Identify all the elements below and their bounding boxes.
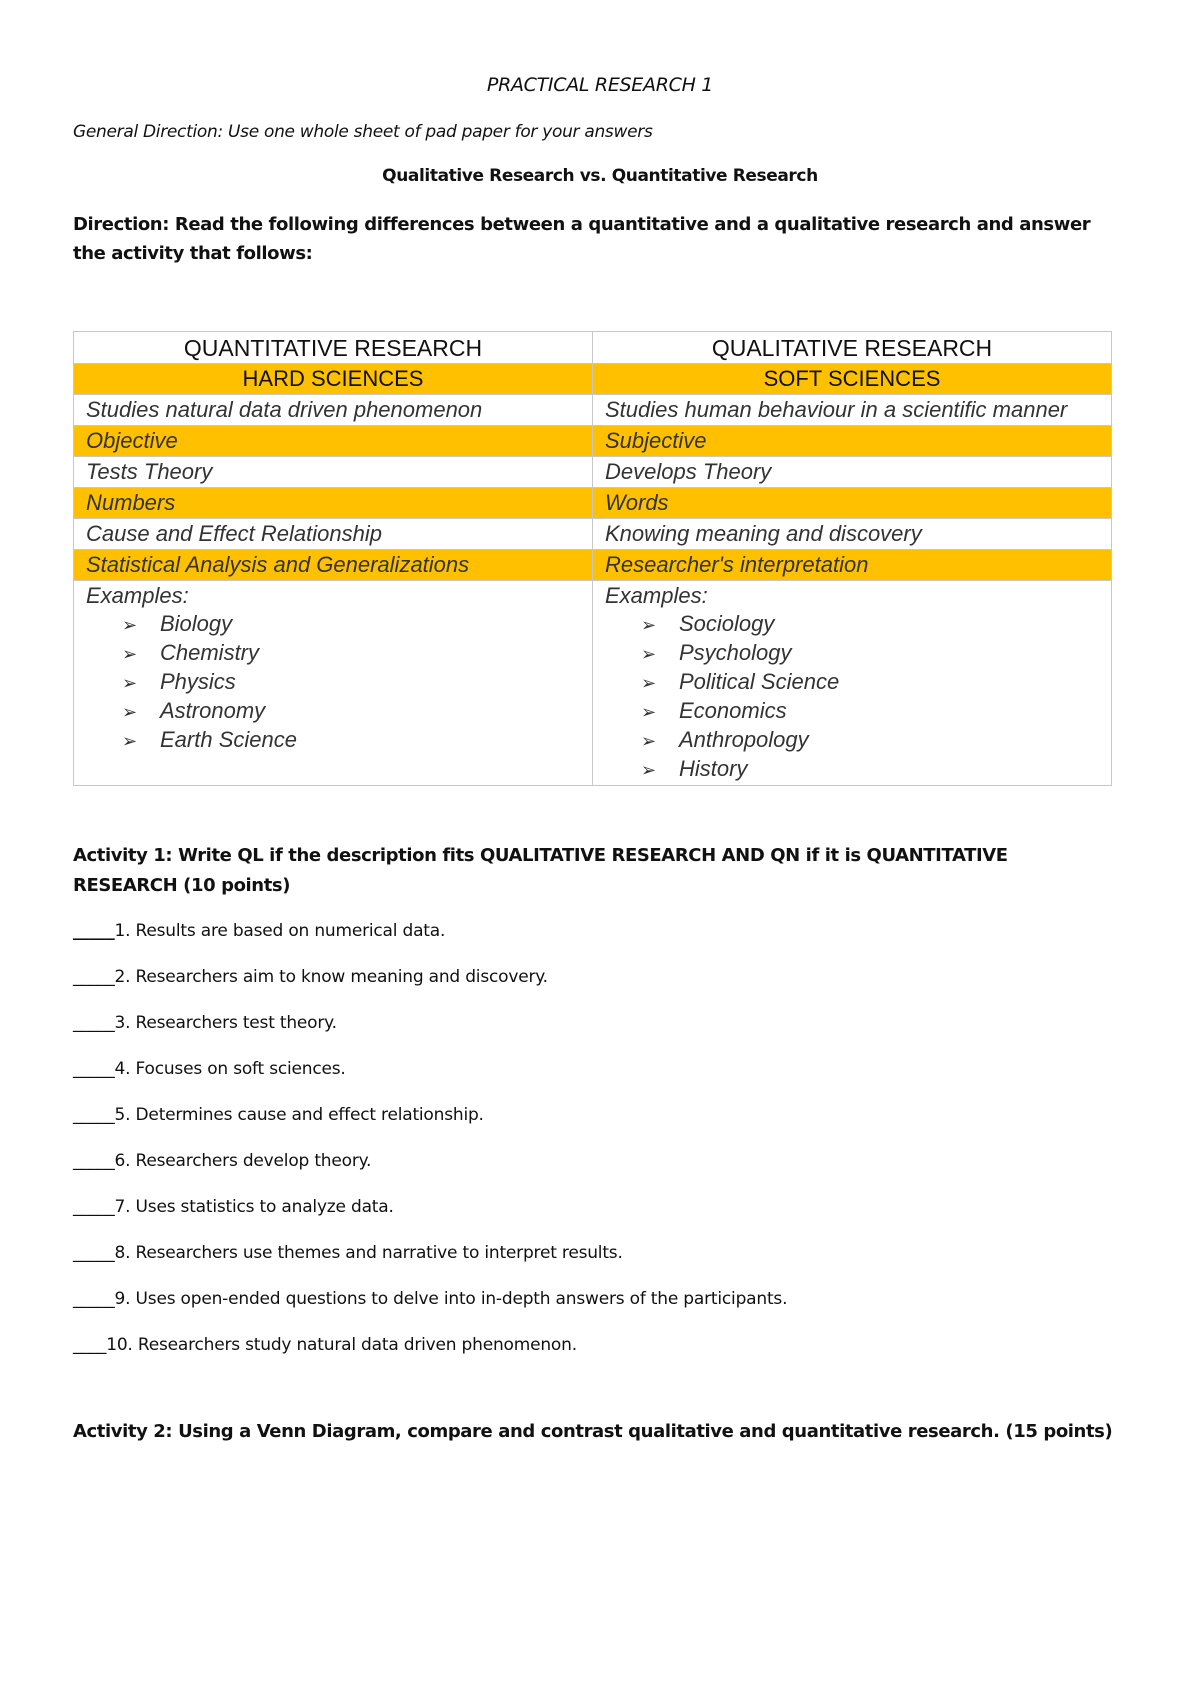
arrow-bullet-icon: ➢ — [641, 644, 657, 664]
activity2-heading: Activity 2: Using a Venn Diagram, compare and contrast qualitative and quantitative research. (15 points) — [73, 1421, 1113, 1442]
list-item — [641, 755, 1099, 784]
list-item — [641, 610, 1099, 639]
table-cell-right: Knowing meaning and discovery — [593, 519, 1112, 550]
list-item — [122, 639, 580, 668]
list-item — [122, 610, 580, 639]
example-label: Psychology — [679, 640, 792, 665]
item-text: 6. Researchers develop theory. — [114, 1151, 372, 1171]
list-item — [641, 726, 1099, 755]
examples-label: Examples: — [605, 583, 708, 608]
item-text: 9. Uses open-ended questions to delve into in-depth answers of the participants. — [114, 1289, 788, 1309]
table-row — [74, 364, 1112, 395]
table-row — [74, 457, 1112, 488]
activity1-heading: Activity 1: Write QL if the description fits QUALITATIVE RESEARCH AND QN if it is QUANTITATIVE RESEARCH (10 points) — [73, 845, 1008, 896]
example-label: Anthropology — [679, 727, 809, 752]
example-label: Economics — [679, 698, 787, 723]
arrow-bullet-icon: ➢ — [641, 673, 657, 693]
examples-left — [74, 581, 593, 786]
activity-item — [73, 1333, 787, 1379]
arrow-bullet-icon: ➢ — [122, 673, 138, 693]
table-header-row — [74, 332, 1112, 364]
table-row — [74, 395, 1112, 426]
answer-blank[interactable]: _____ — [73, 1197, 115, 1217]
table-cell-right: SOFT SCIENCES — [593, 364, 1112, 395]
example-label: Earth Science — [160, 727, 297, 752]
examples-label: Examples: — [86, 583, 189, 608]
arrow-bullet-icon: ➢ — [122, 615, 138, 635]
list-item — [122, 726, 580, 755]
table-cell-right: Researcher's interpretation — [593, 550, 1112, 581]
example-label: History — [679, 756, 748, 781]
arrow-bullet-icon: ➢ — [122, 731, 138, 751]
answer-blank[interactable]: ____ — [73, 1335, 107, 1355]
answer-blank[interactable]: _____ — [73, 1013, 115, 1033]
examples-list — [86, 610, 580, 755]
direction-text: Direction: Read the following differences between a quantitative and a qualitative research and answer the activity that follows: — [73, 214, 1091, 264]
table-cell-left: Studies natural data driven phenomenon — [74, 395, 593, 426]
item-text: 8. Researchers use themes and narrative to interpret results. — [114, 1243, 623, 1263]
activity-item — [73, 1011, 787, 1057]
example-label: Astronomy — [160, 698, 266, 723]
table-row — [74, 426, 1112, 457]
arrow-bullet-icon: ➢ — [641, 731, 657, 751]
table-cell-left: Tests Theory — [74, 457, 593, 488]
item-text: 5. Determines cause and effect relationship. — [114, 1105, 484, 1125]
header-quantitative: QUANTITATIVE RESEARCH — [74, 332, 593, 364]
table-cell-left: HARD SCIENCES — [74, 364, 593, 395]
activity-item — [73, 1103, 787, 1149]
table-cell-right: Words — [593, 488, 1112, 519]
table-cell-right: Studies human behaviour in a scientific manner — [593, 395, 1112, 426]
document-subtitle: Qualitative Research vs. Quantitative Research — [382, 166, 818, 186]
item-text: 7. Uses statistics to analyze data. — [114, 1197, 394, 1217]
item-text: 1. Results are based on numerical data. — [114, 921, 446, 941]
item-text: 2. Researchers aim to know meaning and discovery. — [114, 967, 548, 987]
document-title: PRACTICAL RESEARCH 1 — [486, 74, 714, 96]
answer-blank[interactable]: _____ — [73, 1105, 115, 1125]
arrow-bullet-icon: ➢ — [641, 702, 657, 722]
activity-item — [73, 965, 787, 1011]
answer-blank[interactable]: _____ — [73, 1243, 115, 1263]
list-item — [641, 668, 1099, 697]
item-text: 10. Researchers study natural data driven phenomenon. — [106, 1335, 577, 1355]
table-cell-left: Numbers — [74, 488, 593, 519]
example-label: Political Science — [679, 669, 840, 694]
example-label: Sociology — [679, 611, 775, 636]
list-item — [641, 697, 1099, 726]
arrow-bullet-icon: ➢ — [641, 615, 657, 635]
item-text: 4. Focuses on soft sciences. — [114, 1059, 346, 1079]
table-cell-left: Cause and Effect Relationship — [74, 519, 593, 550]
comparison-table — [73, 331, 1112, 786]
list-item — [122, 697, 580, 726]
arrow-bullet-icon: ➢ — [641, 760, 657, 780]
activity-item — [73, 1149, 787, 1195]
list-item — [641, 639, 1099, 668]
activity-item — [73, 1057, 787, 1103]
answer-blank[interactable]: _____ — [73, 1059, 115, 1079]
answer-blank[interactable]: _____ — [73, 921, 115, 941]
activity-item — [73, 1241, 787, 1287]
activity1-list — [73, 919, 787, 1379]
activity-item — [73, 1195, 787, 1241]
table-row — [74, 519, 1112, 550]
answer-blank[interactable]: _____ — [73, 967, 115, 987]
examples-list — [605, 610, 1099, 784]
activity-item — [73, 919, 787, 965]
examples-right — [593, 581, 1112, 786]
general-direction: General Direction: Use one whole sheet of pad paper for your answers — [73, 122, 653, 142]
example-label: Chemistry — [160, 640, 260, 665]
item-text: 3. Researchers test theory. — [114, 1013, 337, 1033]
table-cell-right: Subjective — [593, 426, 1112, 457]
table-cell-right: Develops Theory — [593, 457, 1112, 488]
table-cell-left: Objective — [74, 426, 593, 457]
table-row — [74, 488, 1112, 519]
answer-blank[interactable]: _____ — [73, 1151, 115, 1171]
header-qualitative: QUALITATIVE RESEARCH — [593, 332, 1112, 364]
answer-blank[interactable]: _____ — [73, 1289, 115, 1309]
table-cell-left: Statistical Analysis and Generalizations — [74, 550, 593, 581]
example-label: Biology — [160, 611, 233, 636]
arrow-bullet-icon: ➢ — [122, 644, 138, 664]
list-item — [122, 668, 580, 697]
arrow-bullet-icon: ➢ — [122, 702, 138, 722]
activity-item — [73, 1287, 787, 1333]
table-row — [74, 550, 1112, 581]
example-label: Physics — [160, 669, 236, 694]
examples-row — [74, 581, 1112, 786]
